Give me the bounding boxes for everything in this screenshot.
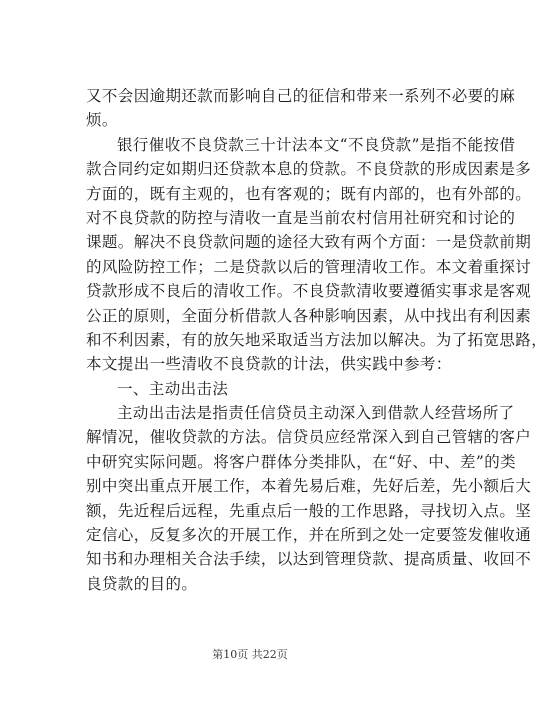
document-body <box>86 84 547 596</box>
text-line: 本文提出一些清收不良贷款的计法，供实践中参考： <box>86 355 452 374</box>
text-line: 解情况，催收贷款的方法。信贷员应经常深入到自己管辖的客户 <box>86 428 532 447</box>
text-line: 知书和办理相关合法手续，以达到管理贷款、提高质量、收回不 <box>86 550 532 569</box>
text-line: 公正的原则，全面分析借款人各种影响因素，从中找出有利因素 <box>86 306 532 325</box>
text-line: 良贷款的目的。 <box>86 574 198 593</box>
section-heading: 一、主动出击法 <box>117 379 229 398</box>
text-line: 银行催收不良贷款三十计法本文“不良贷款”是指不能按借 <box>117 135 516 154</box>
text-line: 中研究实际问题。将客户群体分类排队，在“好、中、差”的类 <box>86 452 517 471</box>
text-line: 和不利因素，有的放矢地采取适当方法加以解决。为了拓宽思路， <box>86 330 547 349</box>
text-line: 别中突出重点开展工作，本着先易后难，先好后差，先小额后大 <box>86 477 532 496</box>
text-line: 的风险防控工作；二是贷款以后的管理清收工作。本文着重探讨 <box>86 257 532 276</box>
text-line: 定信心，反复多次的开展工作，并在所到之处一定要签发催收通 <box>86 526 532 545</box>
text-line: 款合同约定如期归还贷款本息的贷款。不良贷款的形成因素是多 <box>86 160 532 179</box>
text-line: 对不良贷款的防控与清收一直是当前农村信用社研究和讨论的 <box>86 208 516 227</box>
text-line: 贷款形成不良后的清收工作。不良贷款清收要遵循实事求是客观 <box>86 282 532 301</box>
text-line: 课题。解决不良贷款问题的途径大致有两个方面：一是贷款前期 <box>86 233 532 252</box>
text-line: 主动出击法是指责任信贷员主动深入到借款人经营场所了 <box>117 404 515 423</box>
page-number: 第10页 共22页 <box>212 648 288 661</box>
text-line: 方面的，既有主观的，也有客观的；既有内部的，也有外部的。 <box>86 184 532 203</box>
text-line: 又不会因逾期还款而影响自己的征信和带来一系列不必要的麻 <box>86 87 516 105</box>
text-line: 烦。 <box>86 111 118 130</box>
text-line: 额，先近程后远程，先重点后一般的工作思路，寻找切入点。坚 <box>86 501 532 520</box>
